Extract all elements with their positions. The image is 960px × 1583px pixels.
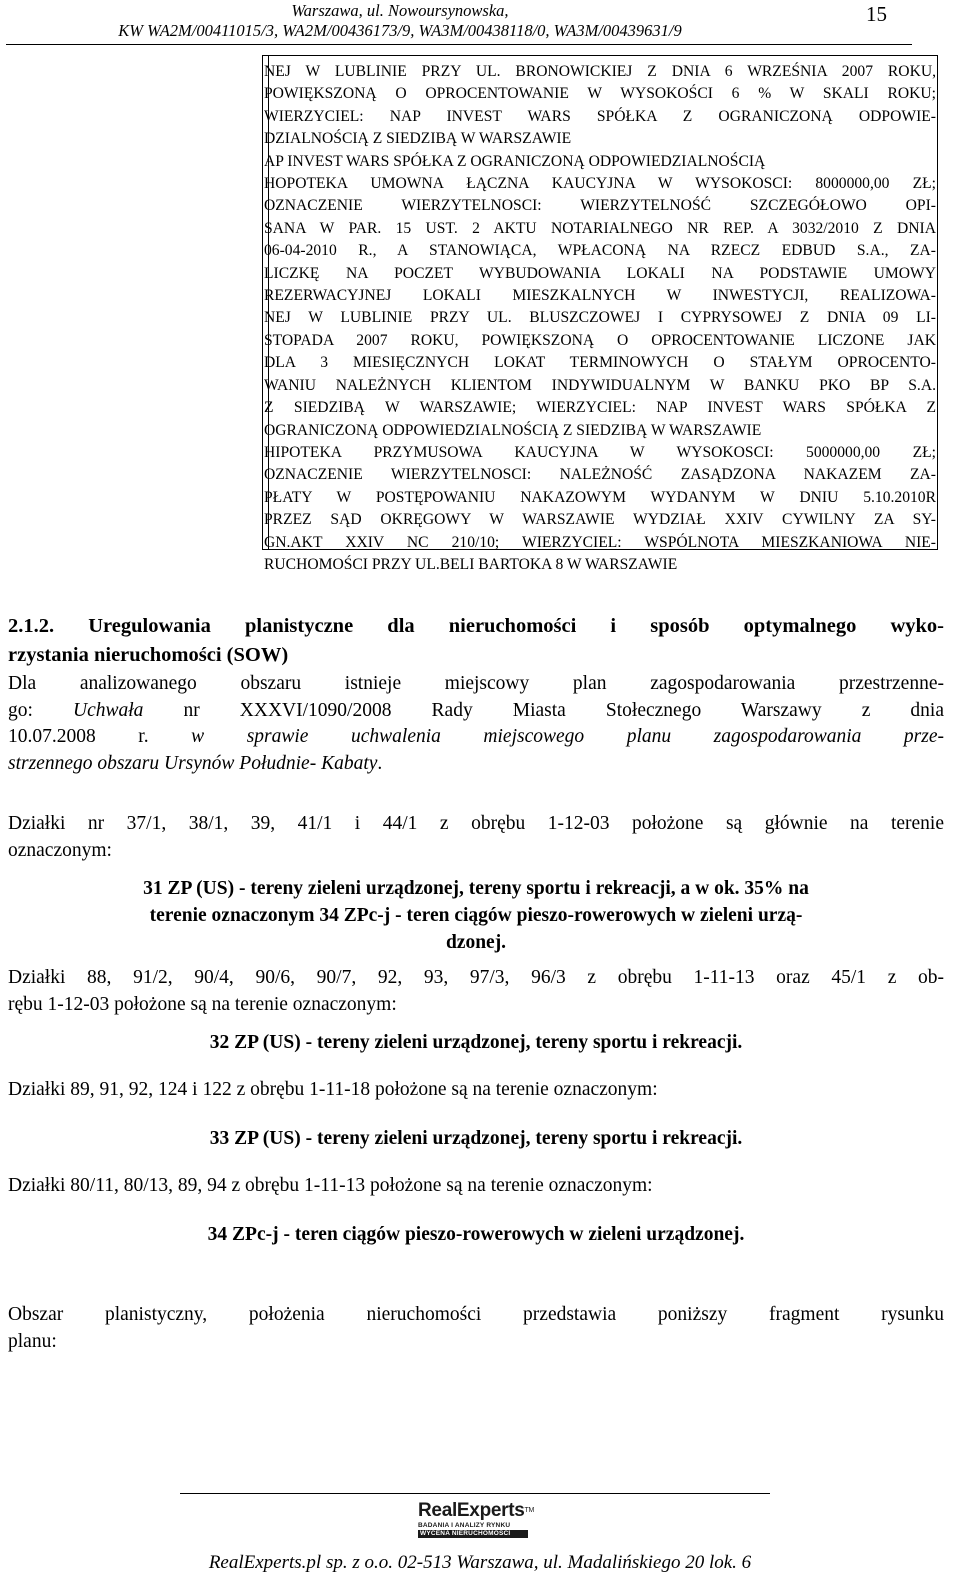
table-line: SANA W PAR. 15 UST. 2 AKTU NOTARIALNEGO NR REP. A 3032/2010 Z DNIA <box>264 219 936 237</box>
text-run: go: <box>8 699 73 721</box>
paragraph-line: oznaczonym: <box>8 839 112 861</box>
table-line: 06-04-2010 R., A STANOWIĄCA, WPŁACONĄ NA RZECZ EDBUD S.A., ZA- <box>264 242 936 260</box>
zoning-designation-2: 32 ZP (US) - tereny zieleni urządzonej, tereny sportu i rekreacji. <box>209 1032 743 1053</box>
parcels-paragraph-1 <box>8 811 944 864</box>
paragraph-line: Obszar planistyczny, położenia nieruchomości przedstawia poniższy fragment rysunku <box>8 1304 944 1325</box>
footer-rule <box>180 1493 770 1494</box>
table-line: PRZEZ SĄD OKRĘGOWY W WARSZAWIE WYDZIAŁ XXIV CYWILNY ZA SY- <box>264 511 936 529</box>
table-line: AP INVEST WARS SPÓŁKA Z OGRANICZONĄ ODPOWIEDZIALNOŚCIĄ <box>264 152 766 170</box>
trademark-mark: TM <box>524 1507 535 1514</box>
text-run: nr XXXVI/1090/2008 Rady Miasta Stołecznego Warszawy z dnia <box>143 699 944 721</box>
parcels-paragraph-3 <box>8 1077 944 1104</box>
table-line: Z SIEDZIBĄ W WARSZAWIE; WIERZYCIEL: NAP INVEST WARS SPÓŁKA Z <box>264 399 936 417</box>
text-run: . <box>377 752 383 774</box>
logo-brand-text: RealExperts <box>418 1500 525 1521</box>
paragraph-line: Działki 80/11, 80/13, 89, 94 z obrębu 1-11-13 położone są na terenie oznaczonym: <box>8 1175 653 1196</box>
text-run: 10.07.2008 r. <box>8 726 192 747</box>
text-run-italic: w sprawie uchwalenia miejscowego planu zagospodarowania prze- <box>191 726 945 747</box>
zoning-designation-3: 33 ZP (US) - tereny zieleni urządzonej, tereny sportu i rekreacji. <box>209 1128 743 1149</box>
page-number: 15 <box>866 2 887 26</box>
encumbrance-text <box>264 61 936 576</box>
page-header <box>0 0 960 45</box>
logo-tagline-2: WYCENA NIERUCHOMOŚCI <box>418 1530 528 1538</box>
paragraph-line <box>8 724 944 751</box>
table-line: NEJ W LUBLINIE PRZY UL. BRONOWICKIEJ Z DNIA 6 WRZEŚNIA 2007 ROKU, <box>264 63 936 80</box>
text-run-italic: strzennego obszaru Ursynów Południe- Kabaty <box>8 752 378 774</box>
table-line: OZNACZENIE WIERZYTELNOSCI: NALEŻNOŚĆ ZASĄDZONA NAKAZEM ZA- <box>264 466 936 484</box>
section-heading <box>8 612 944 670</box>
table-line: POWIĘKSZONĄ O OPROCENTOWANIE W WYSOKOŚCI 6 % W SKALI ROKU; <box>264 85 936 103</box>
zoning-designation-1 <box>8 875 944 956</box>
table-line: WIERZYCIEL: NAP INVEST WARS SPÓŁKA Z OGRANICZONĄ ODPOWIE- <box>264 107 936 125</box>
logo-brand <box>418 1500 536 1522</box>
header-address: Warszawa, ul. Nowoursynowska, <box>291 1 509 20</box>
paragraph-line: Działki 88, 91/2, 90/4, 90/6, 90/7, 92, 93, 97/3, 96/3 z obrębu 1-11-13 oraz 45/1 z ob- <box>8 967 944 988</box>
table-line: LICZKĘ NA POCZET WYBUDOWANIA LOKALI NA PODSTAWIE UMOWY <box>264 264 936 282</box>
parcels-paragraph-2 <box>8 965 944 1018</box>
designation-line: dzonej. <box>445 932 507 953</box>
table-line: HOPOTEKA UMOWNA ŁĄCZNA KAUCYJNA W WYSOKOSCI: 8000000,00 ZŁ; <box>264 175 936 193</box>
paragraph-line: Działki 89, 91, 92, 124 i 122 z obrębu 1-11-18 położone są na terenie oznaczonym: <box>8 1079 658 1100</box>
header-land-registry: KW WA2M/00411015/3, WA2M/00436173/9, WA3M/00438118/0, WA3M/00439631/9 <box>118 21 682 40</box>
table-line: PŁATY W POSTĘPOWANIU NAKAZOWYM WYDANYM W DNIU 5.10.2010R <box>264 488 936 506</box>
table-line: WANIU NALEŻNYCH KLIENTOM INDYWIDUALNYM W BANKU PKO BP S.A. <box>264 376 936 394</box>
designation-line: 31 ZP (US) - tereny zieleni urządzonej, tereny sportu i rekreacji, a w ok. 35% na <box>143 878 809 899</box>
footer-address <box>0 1551 960 1575</box>
paragraph-line: rębu 1-12-03 położone są na terenie oznaczonym: <box>8 993 397 1015</box>
paragraph-line: Dla analizowanego obszaru istnieje miejscowy plan zagospodarowania przestrzenne- <box>8 673 944 694</box>
heading-line: 2.1.2. Uregulowania planistyczne dla nieruchomości i sposób optymalnego wyko- <box>8 615 944 637</box>
header-rule <box>6 44 912 45</box>
designation-line: terenie oznaczonym 34 ZPc-j - teren ciągów pieszo-rowerowych w zieleni urzą- <box>149 905 803 926</box>
paragraph-line <box>8 751 944 778</box>
table-line: OGRANICZONĄ ODPOWIEDZIALNOŚCIĄ Z SIEDZIBĄ W WARSZAWIE <box>264 421 762 439</box>
table-line: DZIALNOŚCIĄ Z SIEDZIBĄ W WARSZAWIE <box>264 130 572 148</box>
table-line: GN.AKT XXIV NC 210/10; WIERZYCIEL: WSPÓLNOTA MIESZKANIOWA NIE- <box>264 533 936 551</box>
text-run-italic: Uchwała <box>73 699 144 721</box>
table-line: STOPADA 2007 ROKU, POWIĘKSZONĄ O OPROCENTOWANIE LICZONE JAK <box>264 331 936 349</box>
heading-line: rzystania nieruchomości (SOW) <box>8 644 289 666</box>
footer-address-text: RealExperts.pl sp. z o.o. 02-513 Warszawa, ul. Madalińskiego 20 lok. 6 <box>208 1552 752 1573</box>
realexperts-logo <box>418 1500 536 1542</box>
intro-paragraph <box>8 671 944 777</box>
plan-intro-paragraph <box>8 1302 944 1355</box>
logo-tagline-1: BADANIA I ANALIZY RYNKU <box>418 1522 511 1529</box>
paragraph-line: Działki nr 37/1, 38/1, 39, 41/1 i 44/1 z obrębu 1-12-03 położone są głównie na terenie <box>8 813 944 834</box>
table-line: OZNACZENIE WIERZYTELNOSCI: WIERZYTELNOŚĆ SZCZEGÓŁOWO OPI- <box>264 197 936 215</box>
table-line: HIPOTEKA PRZYMUSOWA KAUCYJNA W WYSOKOSCI: 5000000,00 ZŁ; <box>264 443 936 461</box>
table-line: RUCHOMOŚCI PRZY UL.BELI BARTOKA 8 W WARSZAWIE <box>264 555 678 573</box>
table-line: REZERWACYJNEJ LOKALI MIESZKALNYCH W INWESTYCJI, REALIZOWA- <box>264 287 936 305</box>
paragraph-line: planu: <box>8 1330 57 1352</box>
parcels-paragraph-4 <box>8 1173 944 1200</box>
paragraph-line <box>8 698 944 725</box>
table-line: DLA 3 MIESIĘCZNYCH LOKAT TERMINOWYCH O STAŁYM OPROCENTO- <box>264 354 936 372</box>
table-line: NEJ W LUBLINIE PRZY UL. BLUSZCZOWEJ I CYPRYSOWEJ Z DNIA 09 LI- <box>264 309 936 327</box>
zoning-designation-4: 34 ZPc-j - teren ciągów pieszo-rowerowych w zieleni urządzonej. <box>207 1224 745 1245</box>
